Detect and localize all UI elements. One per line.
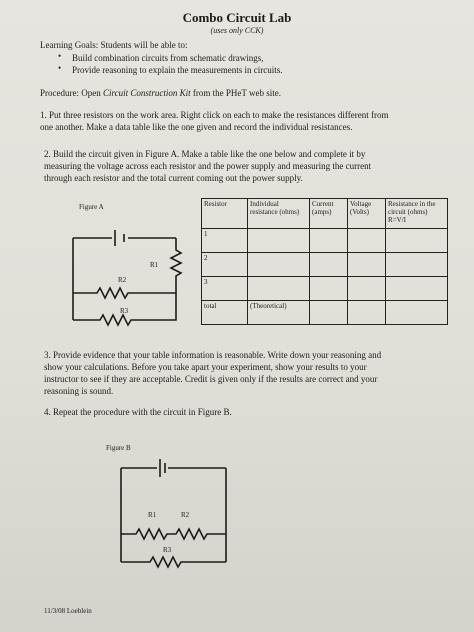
resistor-label-r2: R2 <box>118 276 127 284</box>
resistor-label-r2: R2 <box>181 511 190 519</box>
table-cell: total <box>202 301 248 325</box>
procedure-line: Procedure: Open Circuit Construction Kit from the PHeT web site. <box>40 88 281 98</box>
step3-line: 3. Provide evidence that your table information is reasonable. Write down your reasoning and <box>44 350 382 360</box>
table-header-cell: Resistor <box>202 199 248 229</box>
bullet-icon: • <box>58 63 62 73</box>
step1-line: 1. Put three resistors on the work area. Right click on each to make the resistances different from <box>40 110 389 120</box>
resistor-label-r1: R1 <box>150 261 159 269</box>
table-cell: 3 <box>202 277 248 301</box>
step3-line: instructor to see if they are acceptable. Credit is given only if the results are correct and your <box>44 374 378 384</box>
resistor-label-r3: R3 <box>163 546 172 554</box>
goal-item: Build combination circuits from schematic drawings, <box>72 53 264 63</box>
table-cell: 1 <box>202 229 248 253</box>
step1-line: one another. Make a data table like the one given and record the individual resistances. <box>40 122 353 132</box>
learning-goals-heading: Learning Goals: Students will be able to: <box>40 40 188 50</box>
footer-date-author: 11/3/08 Loeblein <box>44 607 92 615</box>
step2-line: 2. Build the circuit given in Figure A. Make a table like the one below and complete it by <box>44 149 366 159</box>
table-cell: 2 <box>202 253 248 277</box>
table-header-cell: Individual resistance (ohms) <box>248 199 310 229</box>
page-title: Combo Circuit Lab <box>182 10 292 25</box>
table-cell: (Theoretical) <box>248 301 310 325</box>
figure-a-label: Figure A <box>79 203 104 211</box>
step3-line: show your calculations. Before you take apart your experiment, show your results to your <box>44 362 367 372</box>
step4-line: 4. Repeat the procedure with the circuit in Figure B. <box>44 407 232 417</box>
step3-line: reasoning is sound. <box>44 386 114 396</box>
table-header-cell: Resistance in the circuit (ohms) R=V/I <box>386 199 448 229</box>
resistor-label-r1: R1 <box>148 511 157 519</box>
bullet-icon: • <box>58 51 62 61</box>
step2-line: measuring the voltage across each resistor and the power supply and measuring the current <box>44 161 372 171</box>
resistor-label-r3: R3 <box>120 307 129 315</box>
page-subtitle: (uses only CCK) <box>210 26 264 35</box>
step2-line: through each resistor and the total current coming out the power supply. <box>44 173 303 183</box>
table-header-cell: Voltage (Volts) <box>348 199 386 229</box>
table-header-cell: Current (amps) <box>310 199 348 229</box>
figure-b-label: Figure B <box>106 444 131 452</box>
goal-item: Provide reasoning to explain the measurements in circuits. <box>72 65 283 75</box>
